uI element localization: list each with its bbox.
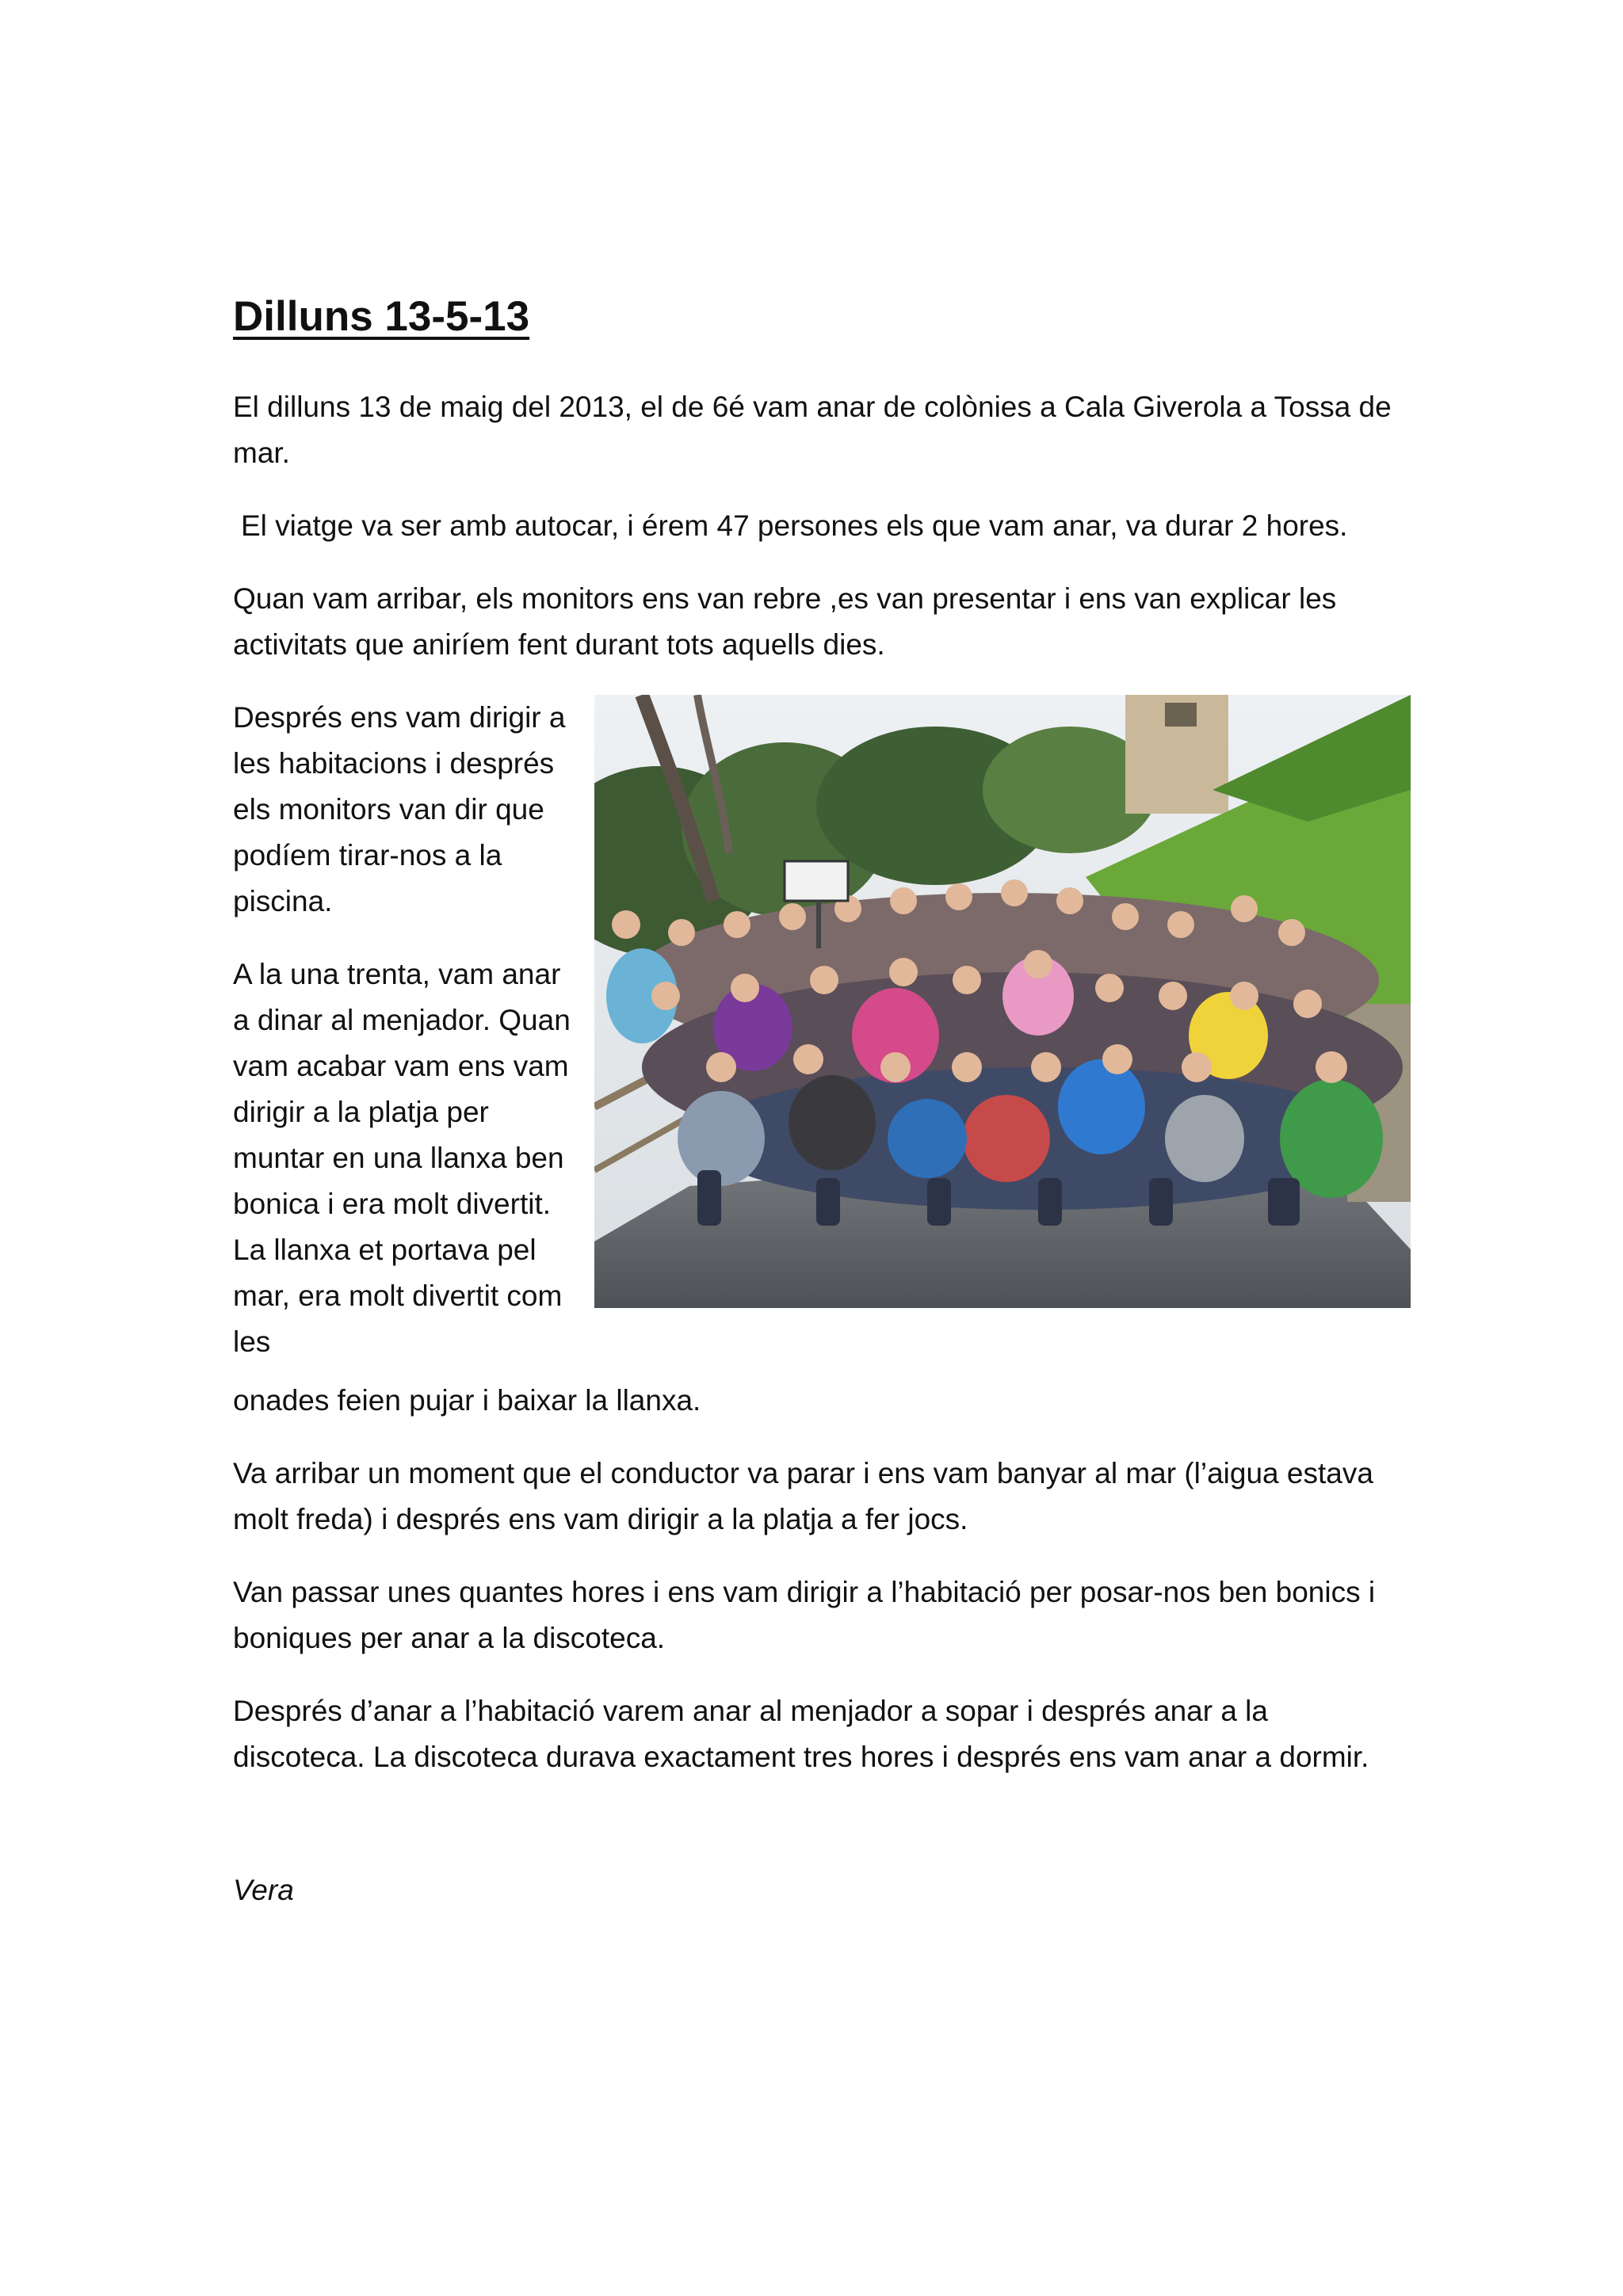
group-photo: [594, 695, 1411, 1308]
paragraph-1: El dilluns 13 de maig del 2013, el de 6é vam anar de colònies a Cala Giverola a Tossa de mar.: [233, 391, 1392, 469]
paragraph-8: Després d’anar a l’habitació varem anar al menjador a sopar i després anar a la discoteca. La discoteca durava exactament tres hores i després ens vam anar a dormir.: [233, 1695, 1369, 1773]
wrapped-text: [233, 695, 574, 1392]
document-body: [233, 384, 1406, 1807]
paragraph-4: Després ens vam dirigir a les habitacions i després els monitors van dir que podíem tirar-nos a la piscina.: [233, 701, 566, 917]
paragraph-2: El viatge va ser amb autocar, i érem 47 persones els que vam anar, va durar 2 hores.: [241, 509, 1348, 542]
text-with-photo: [233, 695, 1406, 1424]
paragraph-5: A la una trenta, vam anar a dinar al menjador. Quan vam acabar vam ens vam dirigir a la platja per muntar en una llanxa ben bonica i era molt divertit. La llanxa et portava pel mar, era molt divertit com les: [233, 958, 571, 1358]
paragraph-5-tail: onades feien pujar i baixar la llanxa.: [233, 1384, 701, 1417]
paragraph-3: Quan vam arribar, els monitors ens van rebre ,es van presentar i ens van explicar les activitats que aniríem fent durant tots aquells dies.: [233, 582, 1337, 661]
paragraph-6: Va arribar un moment que el conductor va parar i ens vam banyar al mar (l’aigua estava molt freda) i després ens vam dirigir a la platja a fer jocs.: [233, 1457, 1373, 1535]
author-signature: Vera: [233, 1874, 294, 1906]
group-photo-image: [594, 695, 1411, 1308]
page-title: Dilluns 13-5-13: [233, 293, 530, 340]
paragraph-7: Van passar unes quantes hores i ens vam dirigir a l’habitació per posar-nos ben bonics i boniques per anar a la discoteca.: [233, 1576, 1376, 1654]
